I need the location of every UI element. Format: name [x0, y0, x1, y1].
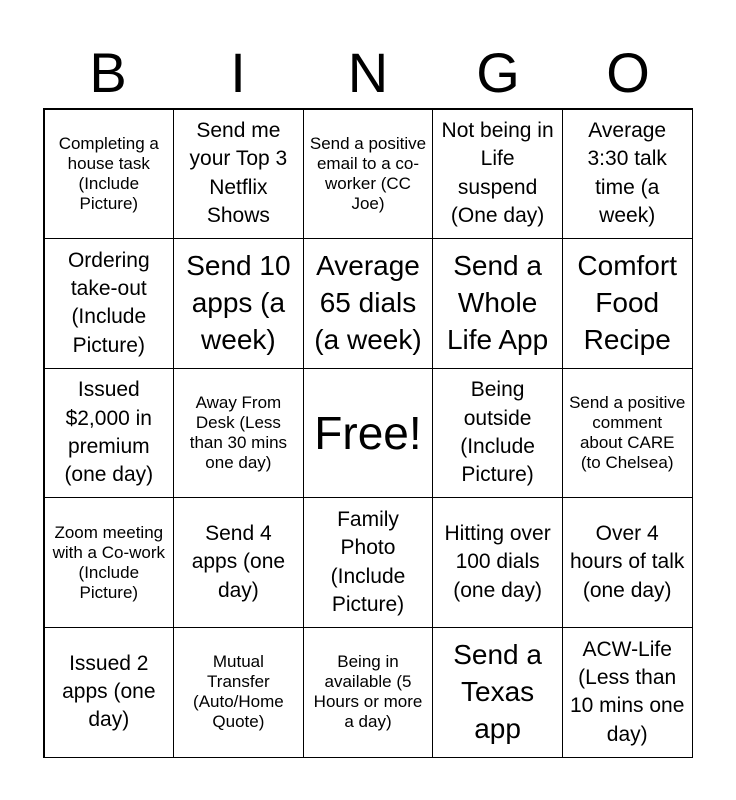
bingo-header — [43, 38, 693, 108]
bingo-cell-r2c3[interactable] — [303, 238, 434, 369]
header-letter-o: O — [606, 41, 650, 104]
cell-text: Send a Whole Life App — [446, 249, 549, 355]
cell-text: Comfort Food Recipe — [577, 249, 677, 355]
bingo-cell-r3c2[interactable] — [173, 368, 304, 499]
bingo-cell-r5c3[interactable] — [303, 627, 434, 758]
cell-text: Average 65 dials (a week) — [314, 249, 422, 355]
cell-text: Average 3:30 talk time (a week) — [587, 119, 667, 228]
cell-text: Issued $2,000 in premium (one day) — [64, 378, 154, 487]
cell-text: Completing a house task (Include Picture) — [58, 133, 159, 213]
cell-text: Not being in Life suspend (One day) — [441, 119, 554, 228]
bingo-cell-r2c1[interactable] — [44, 238, 175, 369]
cell-text: Send a Texas app — [453, 638, 542, 744]
bingo-cell-r4c1[interactable] — [44, 497, 175, 628]
cell-text: Issued 2 apps (one day) — [62, 651, 156, 732]
bingo-board — [43, 108, 693, 758]
bingo-cell-r1c5[interactable] — [562, 109, 693, 240]
bingo-cell-r2c4[interactable] — [432, 238, 563, 369]
bingo-cell-r2c5[interactable] — [562, 238, 693, 369]
cell-text: Send a positive email to a co-worker (CC Joe) — [309, 133, 427, 213]
bingo-cell-r3c4[interactable] — [432, 368, 563, 499]
bingo-cell-free[interactable] — [303, 368, 434, 499]
cell-text: Family Photo (Include Picture) — [330, 507, 406, 616]
free-space-text: Free! — [314, 406, 422, 459]
cell-text: Being outside (Include Picture) — [460, 378, 535, 487]
bingo-cell-r4c5[interactable] — [562, 497, 693, 628]
bingo-cell-r4c4[interactable] — [432, 497, 563, 628]
bingo-cell-r5c1[interactable] — [44, 627, 175, 758]
cell-text: Send 4 apps (one day) — [191, 522, 286, 602]
header-letter-i: I — [230, 41, 246, 104]
bingo-cell-r4c3[interactable] — [303, 497, 434, 628]
bingo-cell-r5c5[interactable] — [562, 627, 693, 758]
cell-text: Send 10 apps (a week) — [186, 249, 291, 355]
cell-text: Send me your Top 3 Netflix Shows — [189, 119, 288, 228]
cell-text: Zoom meeting with a Co-work (Include Picture) — [52, 522, 165, 602]
bingo-cell-r3c5[interactable] — [562, 368, 693, 499]
header-letter-g: G — [476, 41, 520, 104]
bingo-cell-r1c1[interactable] — [44, 109, 175, 240]
cell-text: ACW-Life (Less than 10 mins one day) — [569, 637, 685, 746]
bingo-cell-r1c4[interactable] — [432, 109, 563, 240]
cell-text: Send a positive comment about CARE (to Chelsea) — [569, 392, 686, 473]
cell-text: Hitting over 100 dials (one day) — [444, 522, 551, 602]
header-letter-n: N — [347, 41, 389, 104]
bingo-cell-r4c2[interactable] — [173, 497, 304, 628]
header-letter-b: B — [89, 41, 127, 104]
bingo-cell-r1c3[interactable] — [303, 109, 434, 240]
cell-text: Ordering take-out (Include Picture) — [67, 248, 150, 357]
bingo-cell-r5c4[interactable] — [432, 627, 563, 758]
bingo-cell-r2c2[interactable] — [173, 238, 304, 369]
cell-text: Being in available (5 Hours or more a day) — [313, 652, 423, 732]
bingo-cell-r5c2[interactable] — [173, 627, 304, 758]
cell-text: Mutual Transfer (Auto/Home Quote) — [193, 652, 284, 732]
bingo-cell-r3c1[interactable] — [44, 368, 175, 499]
cell-text: Over 4 hours of talk (one day) — [569, 522, 685, 602]
bingo-cell-r1c2[interactable] — [173, 109, 304, 240]
cell-text: Away From Desk (Less than 30 mins one day) — [189, 392, 288, 473]
